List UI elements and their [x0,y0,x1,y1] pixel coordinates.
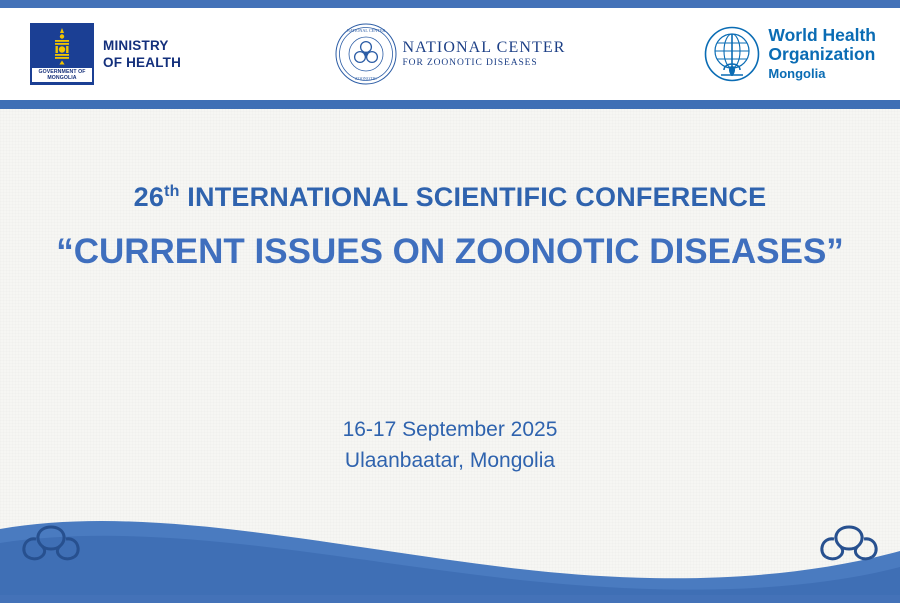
conference-theme: “CURRENT ISSUES ON ZOONOTIC DISEASES” [56,232,844,271]
conference-title-block [0,175,900,276]
ministry-line-2: OF HEALTH [103,55,182,70]
nczd-wordmark [403,38,566,70]
nczd-line-1: NATIONAL CENTER [402,39,566,56]
soyombo-icon [51,27,73,65]
svg-text:ZOONOTIC: ZOONOTIC [354,76,377,81]
svg-text:NATIONAL CENTER: NATIONAL CENTER [346,28,385,33]
conference-title-rest: INTERNATIONAL SCIENTIFIC CONFERENCE [179,182,767,212]
logo-header [0,8,900,100]
event-dates: 16-17 September 2025 [342,418,558,441]
event-details-block [0,414,900,476]
who-wordmark [768,26,876,83]
conference-ordinal-suffix: th [164,183,180,200]
nczd-seal-icon [335,23,397,85]
ministry-of-health-logo [0,23,300,85]
who-line-1: World Health [768,24,876,45]
who-line-2: Organization [768,43,876,64]
ulzii-knot-motif-left-icon [14,517,88,579]
ministry-line-1: MINISTRY [103,38,169,53]
national-center-logo [300,23,600,85]
event-location: Ulaanbaatar, Mongolia [344,449,556,472]
footer-wave-decoration [0,473,900,603]
mongolia-state-emblem-icon [30,23,94,85]
who-logo [600,26,900,83]
bottom-accent-bar [0,595,900,603]
top-accent-bar [0,0,900,8]
header-divider-bar [0,100,900,109]
emblem-caption: GOVERNMENT OF MONGOLIA [32,68,92,82]
conference-ordinal-number: 26 [133,182,165,212]
ministry-of-health-wordmark [103,37,181,71]
conference-title-line-1 [0,175,900,214]
who-emblem-icon [704,26,760,82]
ulzii-knot-motif-right-icon [812,517,886,579]
who-country-label: Mongolia [768,65,826,81]
nczd-line-2: FOR ZOONOTIC DISEASES [402,58,538,68]
